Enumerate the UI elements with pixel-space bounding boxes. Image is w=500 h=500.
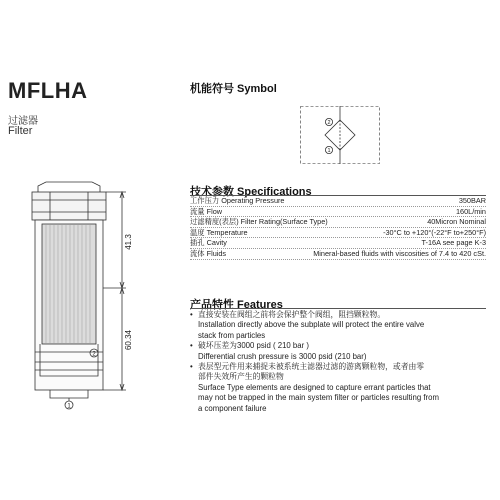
spec-label: 工作压力 Operating Pressure: [190, 196, 285, 205]
features-list: [190, 310, 490, 414]
spec-row: [190, 196, 486, 207]
specifications-table: [190, 196, 486, 260]
symbol-port-1: 1: [327, 148, 331, 154]
feature-bullet: •: [190, 362, 193, 372]
feature-line: Installation directly above the subplate will protect the entire valve: [198, 320, 425, 330]
feature-line: a component failure: [198, 403, 267, 413]
spec-label: 流体 Fluids: [190, 248, 227, 258]
feature-item: [190, 362, 490, 414]
spec-value: Mineral-based fluids with viscosities of 7.4 to 420 cSt.: [313, 248, 486, 258]
symbol-port-2: 2: [327, 120, 331, 126]
feature-line: may not be trapped in the main system filter or particles resulting from: [198, 393, 439, 403]
feature-line: 破坏压差为3000 psid ( 210 bar ): [198, 341, 309, 351]
feature-line: Surface Type elements are designed to capture errant particles that: [198, 382, 431, 392]
feature-line: Differential crush pressure is 3000 psid (210 bar): [198, 351, 367, 361]
spec-label: 过滤精度(表层) Filter Rating(Surface Type): [190, 217, 328, 227]
spec-label: 插孔 Cavity: [190, 238, 227, 248]
symbol-title: 机能符号 Symbol: [190, 83, 277, 95]
spec-value: -30°C to +120°(-22°F to+250°F): [383, 227, 486, 237]
spec-value: T-16A see page K-3: [421, 238, 486, 248]
feature-item: [190, 341, 490, 362]
spec-value: 40Micron Nominal: [427, 217, 486, 227]
feature-line: stack from particles: [198, 330, 266, 340]
spec-label: 流量 Flow: [190, 206, 223, 216]
filter-symbol: [300, 106, 380, 164]
product-name-cn: 过滤器: [8, 116, 38, 127]
feature-item: [190, 310, 490, 341]
spec-value: 350BAR: [458, 196, 486, 205]
specifications-title: 技术参数 Specifications: [190, 186, 312, 198]
feature-bullet: •: [190, 341, 193, 351]
spec-row: [190, 217, 486, 228]
feature-line: 部件失效所产生的颗粒物: [198, 372, 284, 382]
feature-line: 表层型元件用来捕捉未被系统主滤器过滤的游离颗粒物，或者由零: [198, 362, 425, 372]
dimension-lower: 60.34: [124, 329, 133, 351]
feature-bullet: •: [190, 310, 193, 319]
spec-label: 温度 Temperature: [190, 227, 248, 237]
spec-value: 160L/min: [455, 206, 486, 216]
feature-line: 直接安装在阀组之前将会保护整个阀组，阻挡颗粒物。: [198, 310, 386, 319]
model-title: MFLHA: [8, 78, 88, 103]
drawing-port-1: 1: [67, 403, 71, 410]
cartridge-drawing: [0, 180, 150, 420]
spec-row: [190, 249, 486, 260]
spec-row: [190, 228, 486, 239]
features-rule: [190, 308, 486, 309]
spec-row: [190, 207, 486, 218]
product-name-en: Filter: [8, 125, 33, 137]
drawing-port-2: 2: [92, 351, 96, 358]
features-title: 产品特性 Features: [190, 299, 283, 311]
dimension-upper: 41.3: [124, 234, 133, 250]
spec-row: [190, 238, 486, 249]
